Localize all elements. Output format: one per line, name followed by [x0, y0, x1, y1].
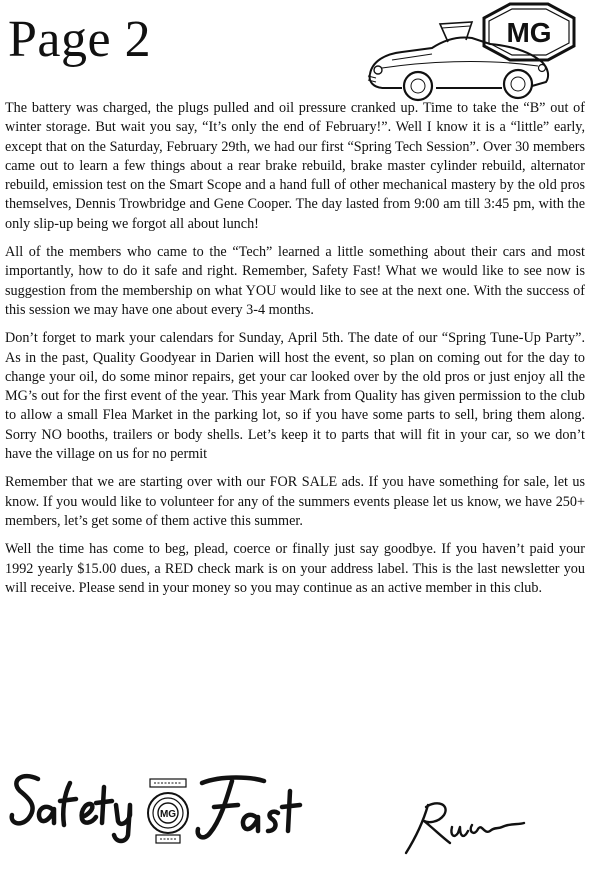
article-body: [5, 99, 585, 607]
page-header: [0, 0, 590, 100]
mg-logo-icon: [484, 4, 574, 60]
mg-car-illustration: [362, 2, 584, 102]
paragraph-dues-reminder: Well the time has come to beg, plead, coerce or finally just say goodbye. If you haven’t paid your 1992 yearly $15.00 dues, a RED check mark is on your address label. This is the last newsletter you will receive. Please send in your money so you may continue as an active member in this club.: [5, 541, 585, 596]
safety-script-logo: [8, 765, 143, 845]
paragraph-for-sale-ads: Remember that we are starting over with our FOR SALE ads. If you have something for sale, let us know. If you would like to volunteer for any of the summers events please let us know, we have 250+ members, let’s get some of them active this summer.: [5, 474, 585, 529]
paragraph-tech-session: The battery was charged, the plugs pulled and oil pressure cranked up. Time to take the “B” out of winter storage. But wait you say, “It’s only the end of February!”. Well I know it is a “little” early, except that on the Saturday, February 29th, we had our first “Spring Tech Session”. Over 30 members came out to learn a few things about a rear brake rebuild, brake master cylinder rebuild, alternator rebuild, emission test on the Smart Scope and a hand full of other mechanical mastery by the old pros themselves, Dennis Trowbridge and Gene Cooper. The day lasted from 9:00 am till 3:45 pm, with the only slip-up being we forgot all about lunch!: [5, 100, 585, 232]
page-footer: [0, 765, 590, 870]
page-title: Page 2: [8, 11, 152, 68]
signature: [398, 793, 528, 863]
mg-logo-text: MG: [506, 17, 552, 48]
emblem-text: MG: [159, 809, 177, 820]
paragraph-tech-learned: All of the members who came to the “Tech” learned a little something about their cars and most importantly, how to do it safe and right. Remember, Safety Fast! What we would like to see now is suggestion from the membership on what YOU would like to see at the next one. With the success of this session we may have one about every 3-4 months.: [5, 244, 585, 318]
paragraph-tune-up-party: Don’t forget to mark your calendars for Sunday, April 5th. The date of our “Spring Tune-Up Party”. As in the past, Quality Goodyear in Darien will host the event, so plan on coming out for the day to change your oil, do some minor repairs, get your car looked over by the old pros or just enjoy all the MG’s out for the first event of the year. This year Mark from Quality has given permission to the club to allow a small Flea Market in the parking lot, so if you have some parts to sell, bring them along. Sorry NO booths, trailers or body shells. Let’s keep it to parts that will fit in your car, so we don’t have the village on us for no permit: [5, 330, 585, 463]
mg-emblem-icon: [142, 777, 194, 845]
fast-script-logo: [192, 771, 308, 851]
